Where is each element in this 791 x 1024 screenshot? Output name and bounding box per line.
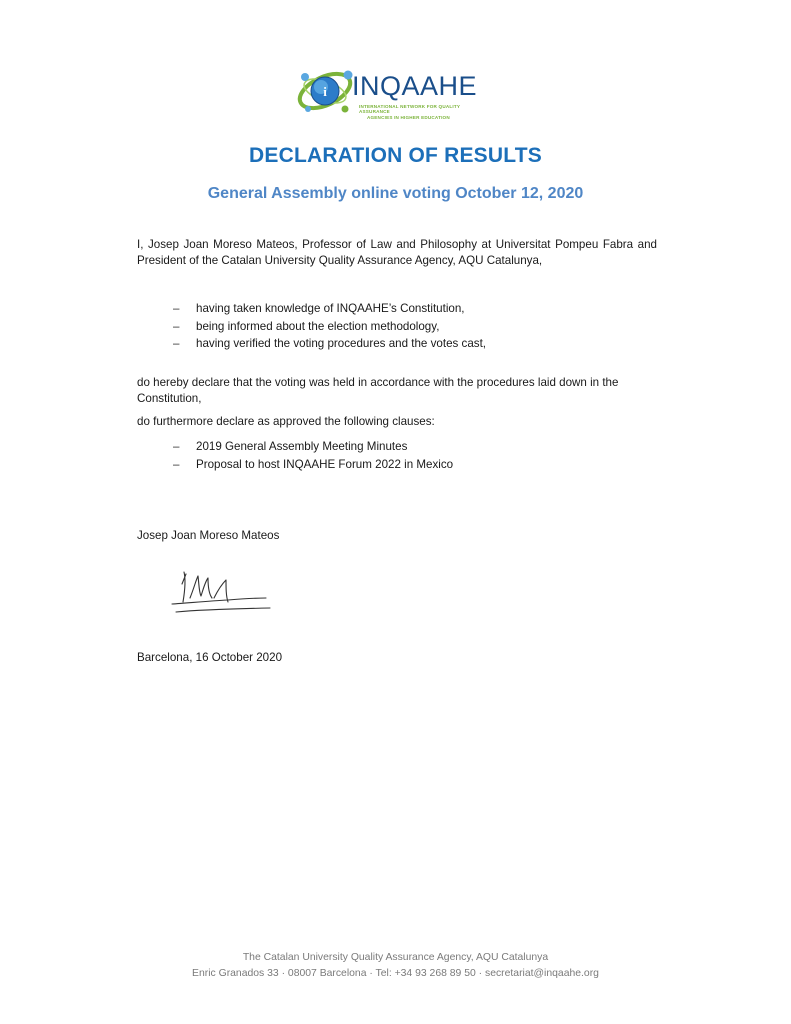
clause-text: Proposal to host INQAAHE Forum 2022 in Mexico <box>196 457 454 471</box>
document-subtitle: General Assembly online voting October 12, 2020 <box>207 185 584 202</box>
intro-paragraph: I, Josep Joan Moreso Mateos, Professor of Law and Philosophy at Universitat Pompeu Fabra and President of the Catalan University Quality Assurance Agency, AQU Catalunya, <box>137 238 657 267</box>
logo-tagline <box>359 104 489 120</box>
dash-icon: – <box>173 319 180 333</box>
further-paragraph: do furthermore declare as approved the following clauses: <box>137 415 435 428</box>
conditions-list <box>173 300 486 353</box>
place-date: Barcelona, 16 October 2020 <box>137 651 283 664</box>
list-item <box>173 300 486 318</box>
list-item <box>173 456 453 474</box>
dash-icon: – <box>173 457 180 471</box>
declaration-paragraph: do hereby declare that the voting was held in accordance with the procedures laid down in the Constitution, <box>137 376 619 405</box>
svg-text:i: i <box>323 84 327 99</box>
list-item <box>173 318 486 336</box>
dash-icon: – <box>173 440 180 453</box>
condition-text: being informed about the election methodology, <box>196 319 440 333</box>
footer-line-1: The Catalan University Quality Assurance Agency, AQU Catalunya <box>242 952 549 963</box>
logo-wordmark: INQAAHE <box>352 71 478 101</box>
signature-image <box>168 568 273 618</box>
clauses-list <box>173 438 453 473</box>
condition-text: having verified the voting procedures and the votes cast, <box>196 337 487 350</box>
logo-tagline-line1: INTERNATIONAL NETWORK FOR QUALITY ASSURANCE <box>359 104 461 115</box>
dash-icon: – <box>173 302 180 315</box>
list-item <box>173 335 486 353</box>
inqaahe-logo <box>295 57 495 127</box>
footer-line-2: Enric Granados 33 · 08007 Barcelona · Tel: +34 93 268 89 50 · secretariat@inqaahe.org <box>192 968 599 979</box>
dash-icon: – <box>173 337 180 350</box>
list-item <box>173 438 453 456</box>
document-title: DECLARATION OF RESULTS <box>249 144 542 167</box>
signer-name: Josep Joan Moreso Mateos <box>137 529 280 542</box>
condition-text: having taken knowledge of INQAAHE’s Constitution, <box>196 302 465 315</box>
clause-text: 2019 General Assembly Meeting Minutes <box>196 440 408 453</box>
logo-tagline-line2: AGENCIES IN HIGHER EDUCATION <box>367 114 450 120</box>
